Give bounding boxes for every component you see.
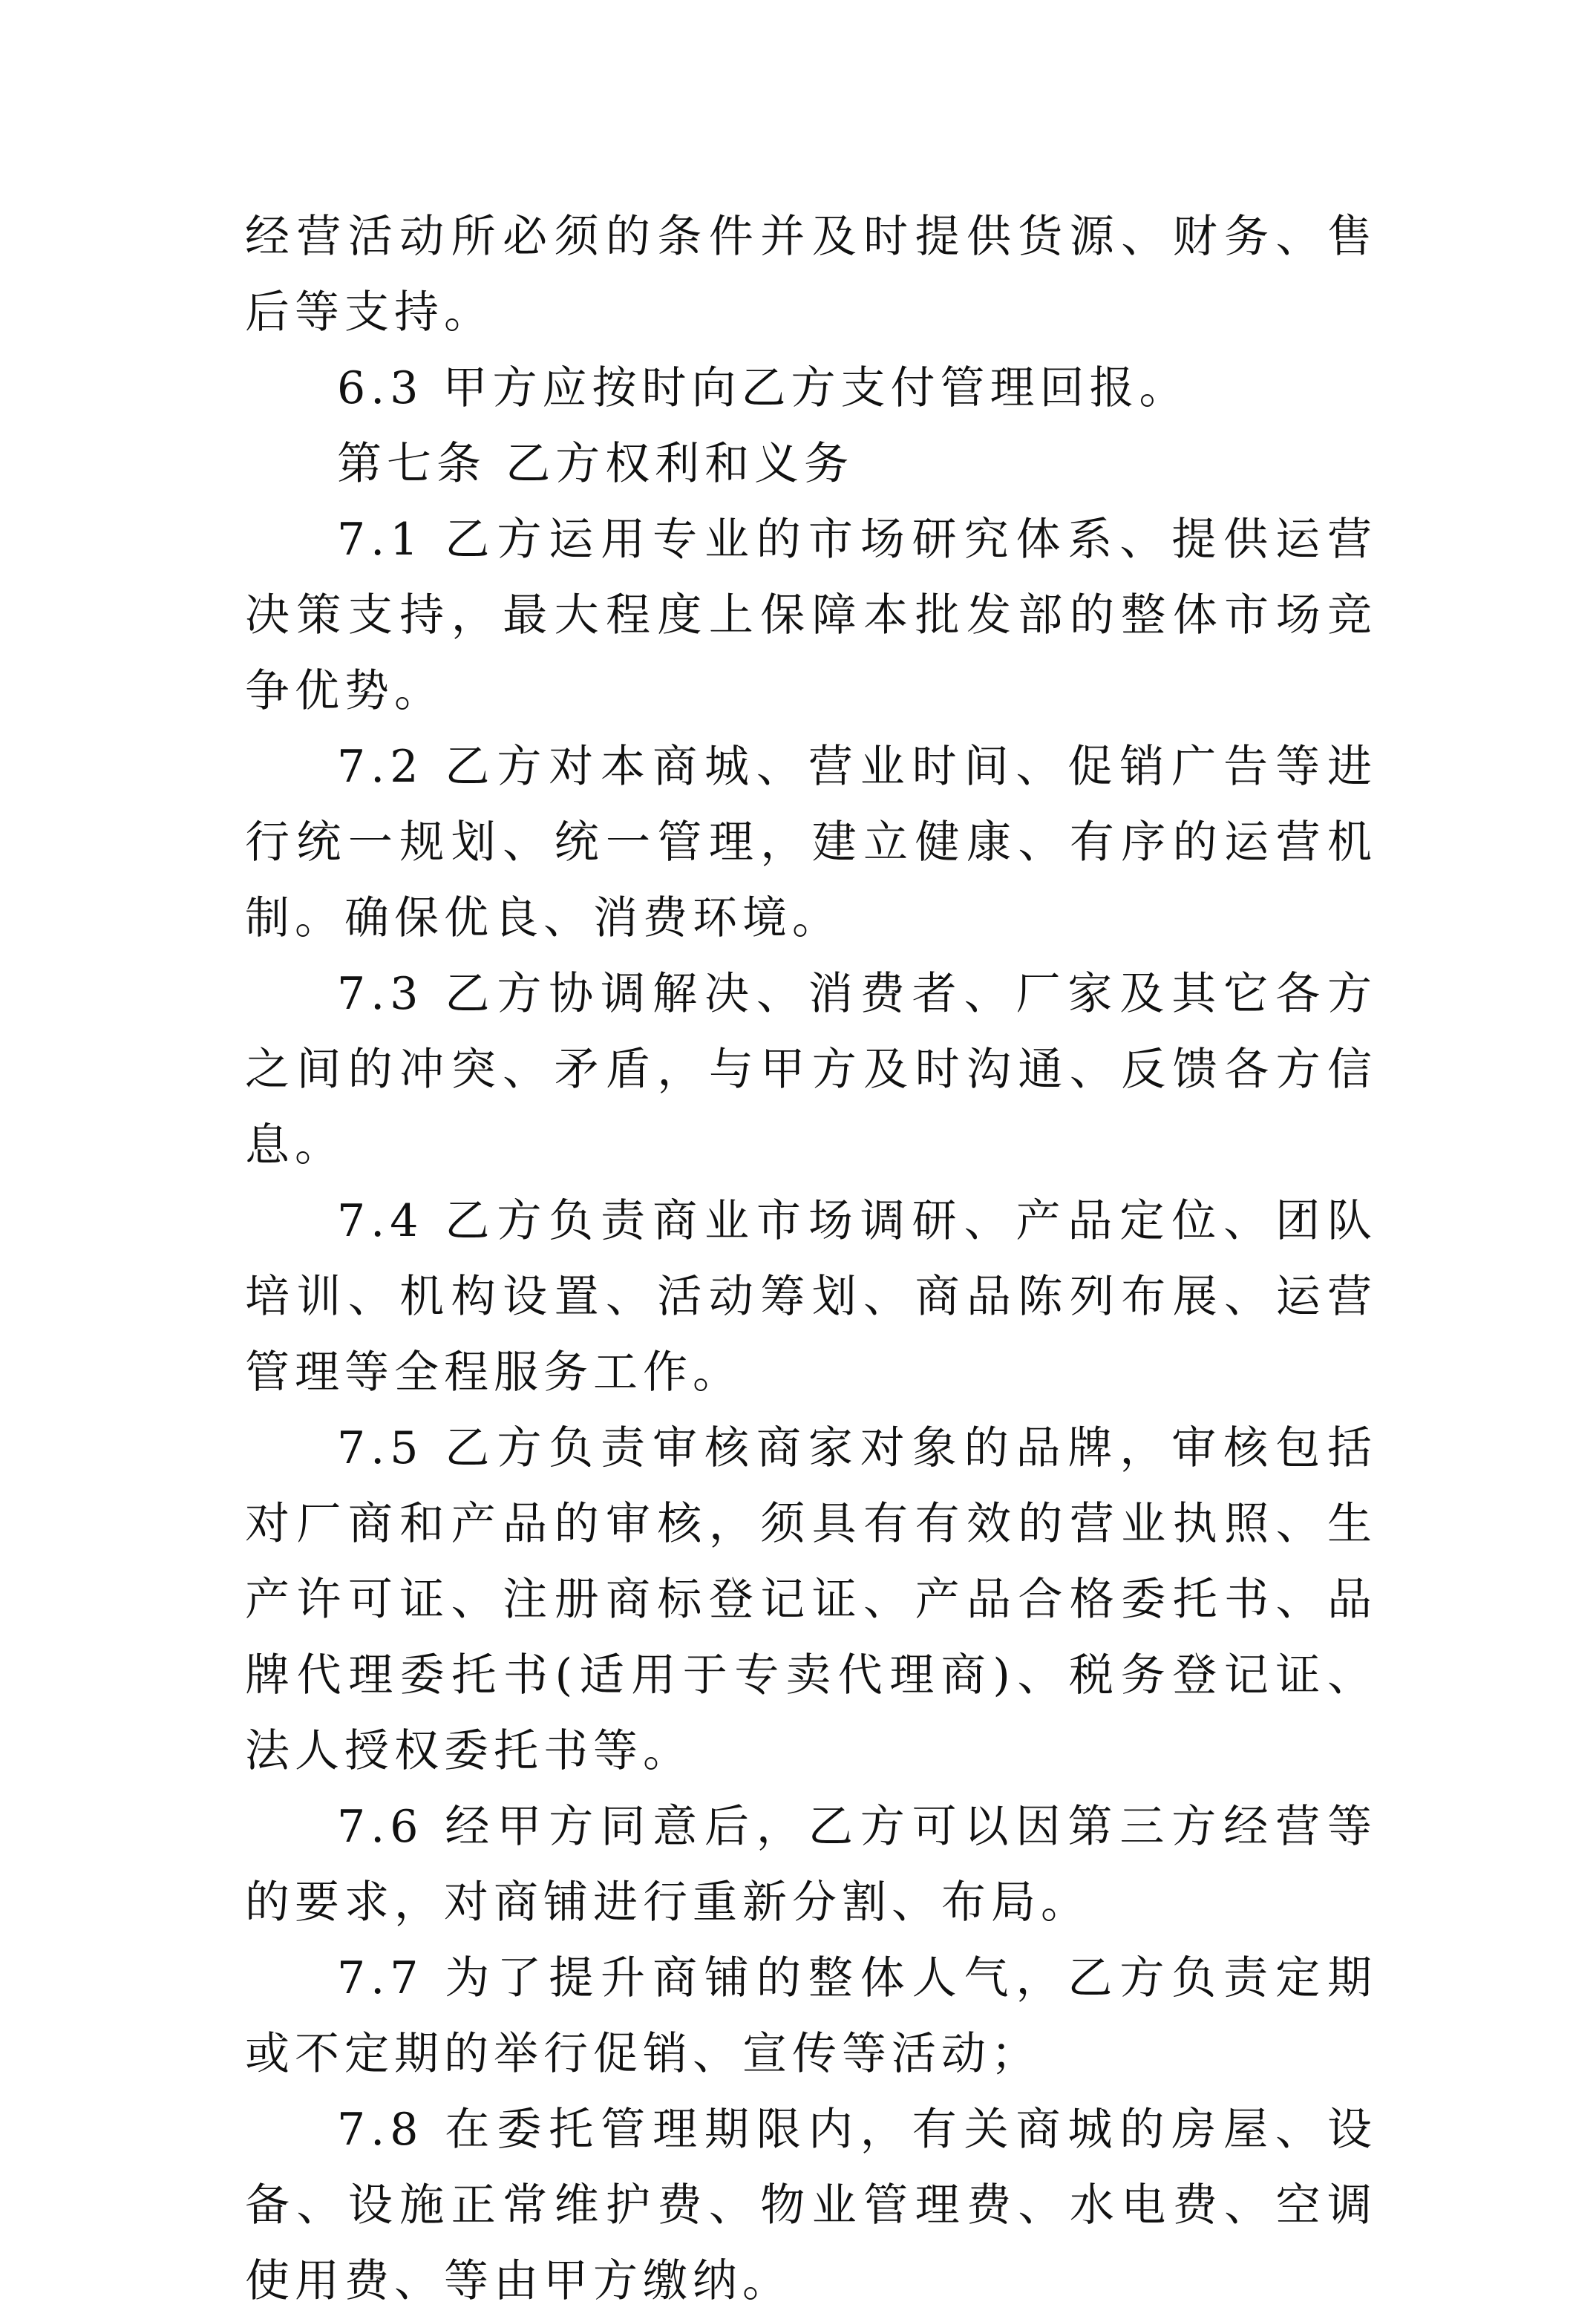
paragraph-7-4: 7.4 乙方负责商业市场调研、产品定位、团队培训、机构设置、活动筹划、商品陈列布展、运营管理等全程服务工作。 xyxy=(245,1195,1377,1399)
paragraph-7-2: 7.2 乙方对本商城、营业时间、促销广告等进行统一规划、统一管理，建立健康、有序的运营机制。确保优良、消费环境。 xyxy=(245,741,1377,944)
paragraph-7-3: 7.3 乙方协调解决、消费者、厂家及其它各方之间的冲突、矛盾，与甲方及时沟通、反馈各方信息。 xyxy=(245,968,1377,1171)
paragraph-7-6: 7.6 经甲方同意后，乙方可以因第三方经营等的要求，对商铺进行重新分割、布局。 xyxy=(245,1801,1377,1929)
paragraph-6-3: 6.3 甲方应按时向乙方支付管理回报。 xyxy=(337,362,1189,414)
article-seven-heading: 第七条 乙方权利和义务 xyxy=(337,438,854,490)
document-body xyxy=(245,199,1377,2319)
paragraph-continuation: 经营活动所必须的条件并及时提供货源、财务、售后等支持。 xyxy=(245,211,1377,338)
paragraph-7-5: 7.5 乙方负责审核商家对象的品牌，审核包括对厂商和产品的审核，须具有有效的营业执照、生产许可证、注册商标登记证、产品合格委托书、品牌代理委托书(适用于专卖代理商)、税务登记证、法人授权委托书等。 xyxy=(245,1422,1377,1777)
paragraph-7-8: 7.8 在委托管理期限内，有关商城的房屋、设备、设施正常维护费、物业管理费、水电费、空调使用费、等由甲方缴纳。 xyxy=(245,2104,1377,2307)
paragraph-7-1: 7.1 乙方运用专业的市场研究体系、提供运营决策支持，最大程度上保障本批发部的整体市场竞争优势。 xyxy=(245,514,1377,717)
paragraph-7-7: 7.7 为了提升商铺的整体人气，乙方负责定期或不定期的举行促销、宣传等活动； xyxy=(245,1952,1377,2080)
